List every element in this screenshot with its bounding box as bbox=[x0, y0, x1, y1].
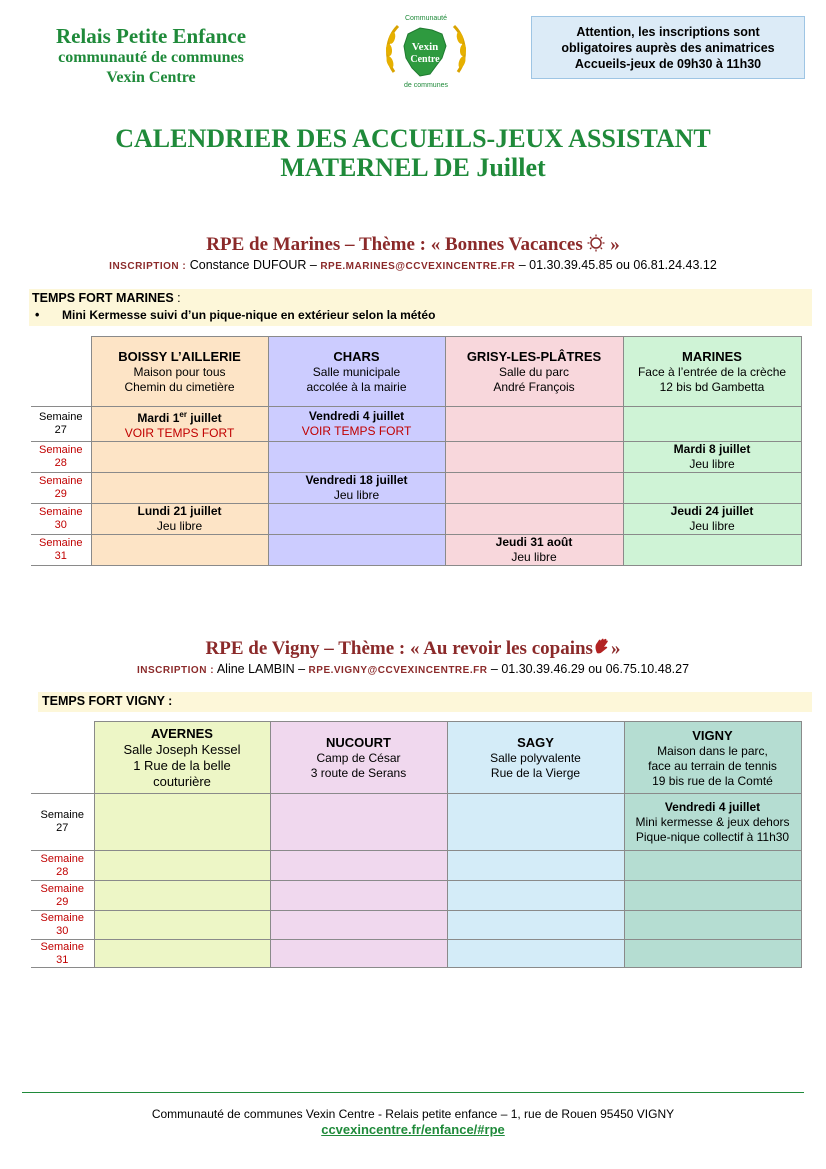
empty-cell bbox=[91, 535, 268, 566]
week-label: Semaine 27 bbox=[31, 407, 91, 442]
marines-calendar-table bbox=[31, 336, 802, 566]
column-name: SAGY bbox=[517, 735, 554, 750]
table-corner bbox=[31, 337, 91, 407]
week-label: Semaine 27 bbox=[31, 794, 94, 851]
event-note: Jeu libre bbox=[156, 519, 203, 533]
vigny-inscription-label: INSCRIPTION : bbox=[136, 665, 215, 676]
svg-text:Vexin: Vexin bbox=[411, 41, 439, 53]
empty-cell bbox=[624, 911, 801, 940]
column-address: Rue de la Vierge bbox=[490, 766, 581, 780]
empty-cell bbox=[94, 851, 270, 881]
column-name: MARINES bbox=[682, 349, 742, 364]
event-note: Jeu libre bbox=[511, 550, 557, 564]
vigny-temps-fort bbox=[38, 692, 812, 712]
week-label: Semaine 30 bbox=[31, 504, 91, 535]
column-address: couturière bbox=[153, 774, 211, 789]
column-address: 12 bis bd Gambetta bbox=[659, 380, 765, 394]
notice-line-3: Accueils-jeux de 09h30 à 11h30 bbox=[574, 57, 762, 71]
vigny-section-title bbox=[0, 637, 826, 661]
vigny-title-end: » bbox=[610, 638, 621, 659]
empty-cell bbox=[268, 442, 445, 473]
vigny-phones: – 01.30.39.46.29 ou 06.75.10.48.27 bbox=[490, 662, 690, 676]
vigny-inscription bbox=[0, 662, 826, 676]
notice-line-1: Attention, les inscriptions sont bbox=[576, 25, 760, 39]
week-label: Semaine 29 bbox=[31, 881, 94, 911]
empty-cell bbox=[624, 940, 801, 968]
registration-notice bbox=[531, 16, 805, 79]
empty-cell bbox=[623, 535, 801, 566]
event-title: Vendredi 4 juillet bbox=[664, 799, 761, 814]
marines-header-row bbox=[31, 337, 801, 407]
empty-cell bbox=[445, 473, 623, 504]
org-line-1: Relais Petite Enfance bbox=[55, 24, 247, 48]
event-title: Mardi 1er juillet bbox=[137, 410, 222, 425]
logo-graphic bbox=[380, 10, 472, 90]
column-address: Salle polyvalente bbox=[490, 751, 581, 765]
table-row bbox=[31, 851, 801, 881]
column-header-avernes bbox=[94, 722, 270, 794]
week-label: Semaine 28 bbox=[31, 442, 91, 473]
vigny-header-row bbox=[31, 722, 801, 794]
sun-icon bbox=[587, 234, 605, 258]
column-address: Maison dans le parc, bbox=[657, 743, 768, 758]
empty-cell bbox=[268, 504, 445, 535]
footer-divider bbox=[22, 1092, 804, 1093]
empty-cell bbox=[445, 442, 623, 473]
column-address: Camp de César bbox=[316, 751, 401, 765]
empty-cell bbox=[623, 407, 801, 442]
column-header-vigny bbox=[624, 722, 801, 794]
empty-cell bbox=[624, 881, 801, 911]
marines-section-title bbox=[0, 234, 826, 258]
table-row bbox=[31, 794, 801, 851]
table-row bbox=[31, 881, 801, 911]
empty-cell bbox=[447, 851, 624, 881]
empty-cell bbox=[270, 794, 447, 851]
empty-cell bbox=[624, 851, 801, 881]
marines-temps-fort-heading bbox=[29, 289, 812, 307]
svg-text:Communauté: Communauté bbox=[404, 15, 448, 22]
marines-temps-fort bbox=[29, 289, 812, 326]
event-cell bbox=[91, 504, 268, 535]
event-note: VOIR TEMPS FORT bbox=[301, 424, 412, 438]
vigny-temps-fort-label: TEMPS FORT VIGNY : bbox=[42, 694, 173, 708]
svg-text:de communes: de communes bbox=[404, 82, 448, 89]
event-note: Pique-nique collectif à 11h30 bbox=[635, 829, 790, 844]
column-header-marines bbox=[623, 337, 801, 407]
empty-cell bbox=[445, 504, 623, 535]
event-title: Jeudi 24 juillet bbox=[670, 504, 754, 518]
event-title: Vendredi 4 juillet bbox=[308, 409, 405, 423]
column-address: Face à l’entrée de la crèche bbox=[637, 365, 787, 379]
column-header-chars bbox=[268, 337, 445, 407]
event-cell bbox=[623, 442, 801, 473]
marines-email-link[interactable]: RPE.MARINES@CCVEXINCENTRE.FR bbox=[320, 261, 516, 272]
marines-title-end: » bbox=[605, 234, 620, 255]
column-name: VIGNY bbox=[692, 727, 733, 743]
event-title: Jeudi 31 août bbox=[495, 535, 573, 549]
empty-cell bbox=[94, 794, 270, 851]
event-note: Jeu libre bbox=[333, 488, 380, 502]
vexin-centre-logo bbox=[380, 10, 472, 90]
column-address: Maison pour tous bbox=[133, 365, 226, 379]
page-title bbox=[40, 124, 786, 182]
event-note: Jeu libre bbox=[689, 519, 735, 533]
column-name: BOISSY L’AILLERIE bbox=[118, 349, 241, 364]
column-address: 1 Rue de la belle bbox=[133, 758, 231, 773]
vigny-contact: Aline LAMBIN – bbox=[216, 662, 306, 676]
event-cell bbox=[268, 473, 445, 504]
table-row bbox=[31, 442, 801, 473]
column-address: face au terrain de tennis bbox=[648, 758, 777, 773]
empty-cell bbox=[445, 407, 623, 442]
organization-name bbox=[20, 24, 282, 88]
empty-cell bbox=[447, 940, 624, 968]
marines-contact: Constance DUFOUR – bbox=[189, 258, 317, 272]
vigny-title-text: RPE de Vigny – Thème : « Au revoir les copains bbox=[205, 638, 593, 659]
table-row bbox=[31, 504, 801, 535]
event-cell bbox=[445, 535, 623, 566]
week-label: Semaine 29 bbox=[31, 473, 91, 504]
column-name: NUCOURT bbox=[326, 735, 391, 750]
table-corner bbox=[31, 722, 94, 794]
empty-cell bbox=[447, 881, 624, 911]
title-line-1: CALENDRIER DES ACCUEILS-JEUX ASSISTANT bbox=[115, 124, 711, 153]
table-row bbox=[31, 940, 801, 968]
bullet-icon: • bbox=[35, 308, 40, 322]
event-note: Jeu libre bbox=[689, 457, 735, 471]
week-label: Semaine 30 bbox=[31, 911, 94, 940]
marines-temps-fort-colon: : bbox=[173, 291, 181, 305]
svg-text:Centre: Centre bbox=[410, 54, 440, 65]
column-address: Chemin du cimetière bbox=[124, 380, 235, 394]
event-title: Lundi 21 juillet bbox=[137, 504, 222, 518]
column-address: accolée à la mairie bbox=[306, 380, 407, 394]
empty-cell bbox=[270, 940, 447, 968]
marines-temps-fort-item: Mini Kermesse suivi d’un pique-nique en extérieur selon la météo bbox=[62, 308, 436, 322]
empty-cell bbox=[447, 794, 624, 851]
week-label: Semaine 31 bbox=[31, 940, 94, 968]
column-address: André François bbox=[493, 380, 575, 394]
empty-cell bbox=[623, 473, 801, 504]
marines-title-text: RPE de Marines – Thème : « Bonnes Vacances bbox=[206, 234, 588, 255]
column-header-sagy bbox=[447, 722, 624, 794]
week-label: Semaine 28 bbox=[31, 851, 94, 881]
table-row bbox=[31, 473, 801, 504]
column-header-boissy bbox=[91, 337, 268, 407]
org-line-2: communauté de communes bbox=[58, 49, 244, 66]
column-header-nucourt bbox=[270, 722, 447, 794]
title-line-2: MATERNEL DE Juillet bbox=[280, 153, 546, 182]
marines-temps-fort-item-row bbox=[29, 307, 812, 322]
marines-inscription-label: INSCRIPTION : bbox=[109, 261, 187, 272]
column-name: GRISY-LES-PLÂTRES bbox=[466, 349, 602, 364]
event-title: Mardi 8 juillet bbox=[673, 442, 751, 456]
footer bbox=[0, 1106, 826, 1138]
event-cell bbox=[268, 407, 445, 442]
waving-hand-icon bbox=[593, 637, 611, 661]
empty-cell bbox=[270, 851, 447, 881]
event-cell bbox=[623, 504, 801, 535]
marines-temps-fort-label: TEMPS FORT MARINES bbox=[32, 291, 174, 305]
empty-cell bbox=[447, 911, 624, 940]
empty-cell bbox=[270, 911, 447, 940]
table-row bbox=[31, 535, 801, 566]
column-address: Salle du parc bbox=[498, 365, 570, 379]
footer-address: Communauté de communes Vexin Centre - Relais petite enfance – 1, rue de Rouen 95450 VIGNY bbox=[151, 1107, 675, 1121]
column-name: AVERNES bbox=[151, 726, 213, 741]
week-label: Semaine 31 bbox=[31, 535, 91, 566]
column-address: Salle Joseph Kessel bbox=[123, 742, 241, 757]
event-note: Mini kermesse & jeux dehors bbox=[635, 814, 790, 829]
event-cell bbox=[91, 407, 268, 442]
notice-line-2: obligatoires auprès des animatrices bbox=[561, 41, 775, 55]
empty-cell bbox=[94, 911, 270, 940]
empty-cell bbox=[94, 940, 270, 968]
column-address: 19 bis rue de la Comté bbox=[652, 773, 773, 788]
table-row bbox=[31, 407, 801, 442]
empty-cell bbox=[270, 881, 447, 911]
column-name: CHARS bbox=[333, 349, 380, 364]
column-address: 3 route de Serans bbox=[310, 766, 407, 780]
table-row bbox=[31, 911, 801, 940]
event-title: Vendredi 18 juillet bbox=[305, 473, 408, 487]
column-header-grisy bbox=[445, 337, 623, 407]
marines-phones: – 01.30.39.45.85 ou 06.81.24.43.12 bbox=[518, 258, 717, 272]
column-address: Salle municipale bbox=[312, 365, 401, 379]
vigny-email-link[interactable]: RPE.VIGNY@CCVEXINCENTRE.FR bbox=[308, 665, 488, 676]
empty-cell bbox=[94, 881, 270, 911]
event-note: VOIR TEMPS FORT bbox=[124, 426, 235, 440]
empty-cell bbox=[91, 473, 268, 504]
empty-cell bbox=[91, 442, 268, 473]
event-cell bbox=[624, 794, 801, 851]
vigny-calendar-table bbox=[31, 721, 802, 968]
marines-inscription bbox=[0, 258, 826, 272]
empty-cell bbox=[268, 535, 445, 566]
footer-website-link[interactable]: ccvexincentre.fr/enfance/#rpe bbox=[321, 1122, 505, 1137]
org-line-3: Vexin Centre bbox=[106, 69, 196, 86]
